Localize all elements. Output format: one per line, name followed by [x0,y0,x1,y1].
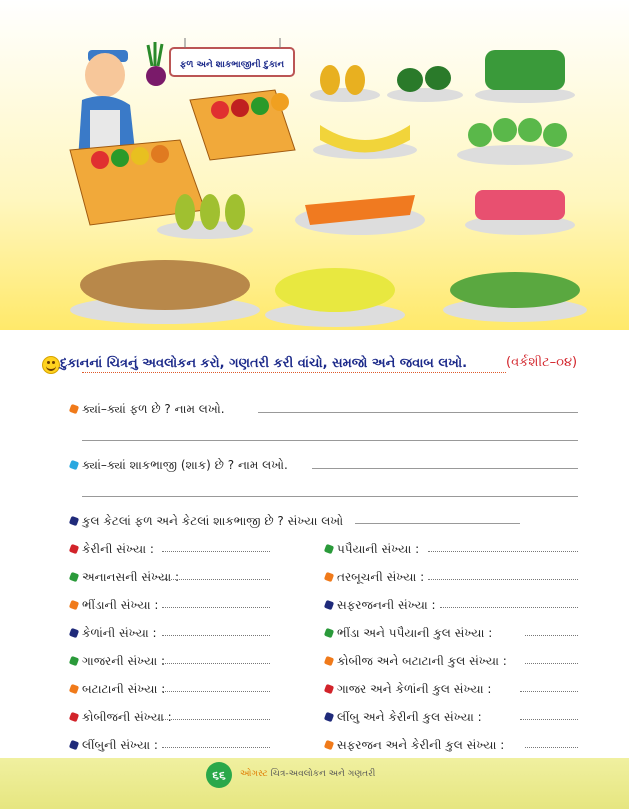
bullet-icon [324,628,334,638]
answer-line[interactable] [428,579,578,580]
item-label: તરબૂચની સંખ્યા : [337,570,425,584]
answer-line[interactable] [525,635,578,636]
item-label: લીંબુની સંખ્યા : [82,738,158,752]
item-label: ભીંડાની સંખ્યા : [82,598,159,612]
bullet-icon [324,740,334,750]
answer-line[interactable] [525,663,578,664]
title-underline [82,372,506,373]
instruction-title: દુકાનનાં ચિત્રનું અવલોકન કરો, ગણતરી કરી વાંચો, સમજો અને જવાબ લખો. [60,356,468,371]
answer-line[interactable] [82,496,578,497]
answer-line[interactable] [82,440,578,441]
list-item [325,626,492,641]
answer-line[interactable] [162,635,270,636]
answer-line[interactable] [520,691,578,692]
bullet-icon [324,684,334,694]
item-label: ભીંડા અને પપૈયાની કુલ સંખ્યા : [337,626,493,640]
list-item [70,710,172,725]
list-item [70,738,158,753]
footer-band [0,758,629,809]
footer-month: ઓગસ્ટ [240,769,268,779]
answer-line[interactable] [162,663,270,664]
answer-line[interactable] [440,607,578,608]
answer-line[interactable] [162,691,270,692]
list-item [70,570,179,585]
bullet-icon [69,600,79,610]
answer-line[interactable] [312,468,578,469]
answer-line[interactable] [258,412,578,413]
item-label: કેરીની સંખ્યા : [82,542,154,556]
bullet-icon [69,572,79,582]
item-label: કોબીજ અને બટાટાની કુલ સંખ્યા : [337,654,507,668]
footer-text [240,769,375,779]
footer-caption: ચિત્ર-અવલોકન અને ગણતરી [270,769,376,779]
bullet-icon [69,684,79,694]
answer-line[interactable] [428,551,578,552]
bullet-icon [69,656,79,666]
shop-sign: ફળ અને શાકભાજીની દુકાન [179,60,285,70]
answer-line[interactable] [162,551,270,552]
bullet-icon [69,460,79,470]
item-label: કેળાંની સંખ્યા : [82,626,157,640]
bullet-icon [324,572,334,582]
page-number: ૬૬ [206,762,232,788]
list-item [325,570,424,585]
question-fruits [70,402,225,417]
list-item [325,542,419,557]
bullet-icon [69,516,79,526]
list-item [70,626,157,641]
item-label: બટાટાની સંખ્યા : [82,682,166,696]
bullet-icon [324,656,334,666]
list-item [325,598,436,613]
item-label: પપૈયાની સંખ્યા : [337,542,420,556]
item-label: સફરજન અને કેરીની કુલ સંખ્યા : [337,738,505,752]
smiley-icon [42,356,60,374]
question-total [70,514,343,529]
list-item [325,682,491,697]
answer-line[interactable] [520,719,578,720]
question-fruits-text: ક્યાં–ક્યાં ફળ છે ? નામ લખો. [82,402,225,416]
list-item [70,598,158,613]
bullet-icon [324,712,334,722]
question-total-text: કુલ કેટલાં ફળ અને કેટલાં શાકભાજી છે ? સંખ્યા લખો [82,514,344,528]
question-vegetables [70,458,288,473]
bullet-icon [324,544,334,554]
item-label: ગાજર અને કેળાંની કુલ સંખ્યા : [337,682,492,696]
item-label: સફરજનની સંખ્યા : [337,598,436,612]
worksheet-label: (વર્કશીટ–૦૪) [506,355,578,370]
item-label: લીંબુ અને કેરીની કુલ સંખ્યા : [337,710,482,724]
bullet-icon [69,628,79,638]
answer-line[interactable] [355,523,520,524]
bullet-icon [324,600,334,610]
item-label: કોબીજની સંખ્યા : [82,710,172,724]
item-label: ગાજરની સંખ્યા : [82,654,166,668]
list-item [70,542,154,557]
list-item [70,654,165,669]
fruit-vegetable-shop-illustration [60,30,590,330]
answer-line[interactable] [162,607,270,608]
bullet-icon [69,740,79,750]
answer-line[interactable] [162,747,270,748]
list-item [325,654,507,669]
answer-line[interactable] [525,747,578,748]
question-vegetables-text: ક્યાં–ક્યાં શાકભાજી (શાક) છે ? નામ લખો. [82,458,288,472]
list-item [325,710,482,725]
answer-line[interactable] [162,719,270,720]
bullet-icon [69,404,79,414]
item-label: અનાનસની સંખ્યા : [82,570,180,584]
bullet-icon [69,544,79,554]
answer-line[interactable] [162,579,270,580]
bullet-icon [69,712,79,722]
list-item [325,738,504,753]
list-item [70,682,165,697]
